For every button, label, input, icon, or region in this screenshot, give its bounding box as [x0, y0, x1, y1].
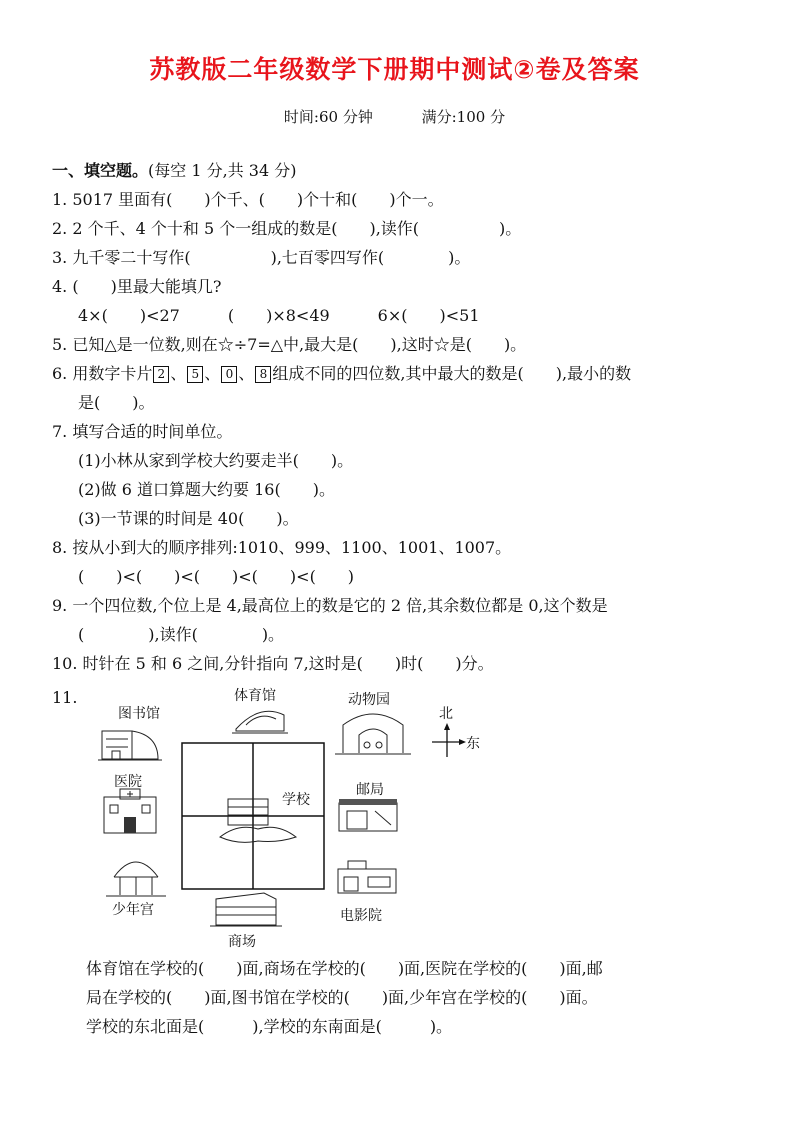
section-title: 一、填空题。	[52, 161, 149, 180]
question-6-pre: 6. 用数字卡片	[52, 364, 153, 383]
mall-building-icon	[210, 889, 282, 929]
page-title: 苏教版二年级数学下册期中测试②卷及答案	[149, 55, 640, 84]
post-office-icon	[335, 795, 401, 835]
question-4-items: 4×( )<27 ( )×8<49 6×( )<51	[78, 306, 480, 325]
full-score: 满分:100 分	[421, 108, 506, 126]
question-10: 10. 时针在 5 和 6 之间,分针指向 7,这时是( )时( )分。	[52, 654, 494, 673]
question-11: 11.	[52, 688, 78, 707]
question-3: 3. 九千零二十写作( ),七百零四写作( )。	[52, 248, 471, 267]
time-limit: 时间:60 分钟	[283, 108, 373, 126]
question-11-line-2: 局在学校的( )面,图书馆在学校的( )面,少年宫在学校的( )面。	[86, 988, 598, 1007]
question-7-3: (3)一节课的时间是 40( )。	[78, 509, 299, 528]
cinema-building-icon	[334, 859, 402, 897]
digit-card: 0	[221, 366, 237, 383]
direction-map	[90, 685, 490, 950]
label-mall: 商场	[228, 934, 256, 950]
digit-card: 5	[187, 366, 203, 383]
label-post-office: 邮局	[356, 782, 384, 798]
question-11-line-3: 学校的东北面是( ),学校的东南面是( )。	[86, 1017, 453, 1036]
question-6-post: 组成不同的四位数,其中最大的数是( ),最小的数	[272, 364, 632, 383]
question-1: 1. 5017 里面有( )个千、( )个十和( )个一。	[52, 190, 444, 209]
label-library: 图书馆	[118, 706, 160, 722]
question-4: 4. ( )里最大能填几?	[52, 277, 222, 296]
label-cinema: 电影院	[340, 908, 382, 924]
question-7: 7. 填写合适的时间单位。	[52, 422, 233, 441]
zoo-gate-icon	[335, 705, 411, 757]
question-5: 5. 已知△是一位数,则在☆÷7=△中,最大是( ),这时☆是( )。	[52, 335, 527, 354]
label-zoo: 动物园	[348, 692, 390, 708]
label-school: 学校	[282, 792, 310, 808]
digit-card: 2	[153, 366, 169, 383]
exam-meta	[0, 106, 789, 127]
question-7-2: (2)做 6 道口算题大约要 16( )。	[78, 480, 335, 499]
question-2: 2. 2 个千、4 个十和 5 个一组成的数是( ),读作( )。	[52, 219, 522, 238]
question-9: 9. 一个四位数,个位上是 4,最高位上的数是它的 2 倍,其余数位都是 0,这个数是	[52, 596, 608, 615]
label-gym: 体育馆	[234, 688, 276, 704]
gym-building-icon	[230, 699, 290, 739]
compass-east: 东	[466, 736, 480, 752]
digit-card: 8	[255, 366, 271, 383]
compass-north: 北	[439, 706, 453, 722]
childrens-palace-icon	[104, 851, 168, 899]
question-6-continued: 是( )。	[78, 393, 155, 412]
section-note: (每空 1 分,共 34 分)	[148, 161, 297, 180]
library-building-icon	[98, 717, 162, 763]
question-11-line-1: 体育馆在学校的( )面,商场在学校的( )面,医院在学校的( )面,邮	[86, 959, 603, 978]
question-8: 8. 按从小到大的顺序排列:1010、999、1100、1001、1007。	[52, 538, 512, 557]
label-childrens-palace: 少年宫	[112, 902, 154, 918]
hospital-building-icon	[100, 785, 160, 837]
section-heading	[52, 160, 296, 182]
question-8-blanks: ( )<( )<( )<( )<( )	[78, 567, 355, 586]
label-hospital: 医院	[114, 774, 142, 790]
question-7-1: (1)小林从家到学校大约要走半( )。	[78, 451, 354, 470]
question-9-continued: ( ),读作( )。	[78, 625, 285, 644]
question-6: 6. 用数字卡片 2 、 5 、 0 、 8 组成不同的四位数,其中最大的数是( ),最小的数	[52, 364, 632, 383]
